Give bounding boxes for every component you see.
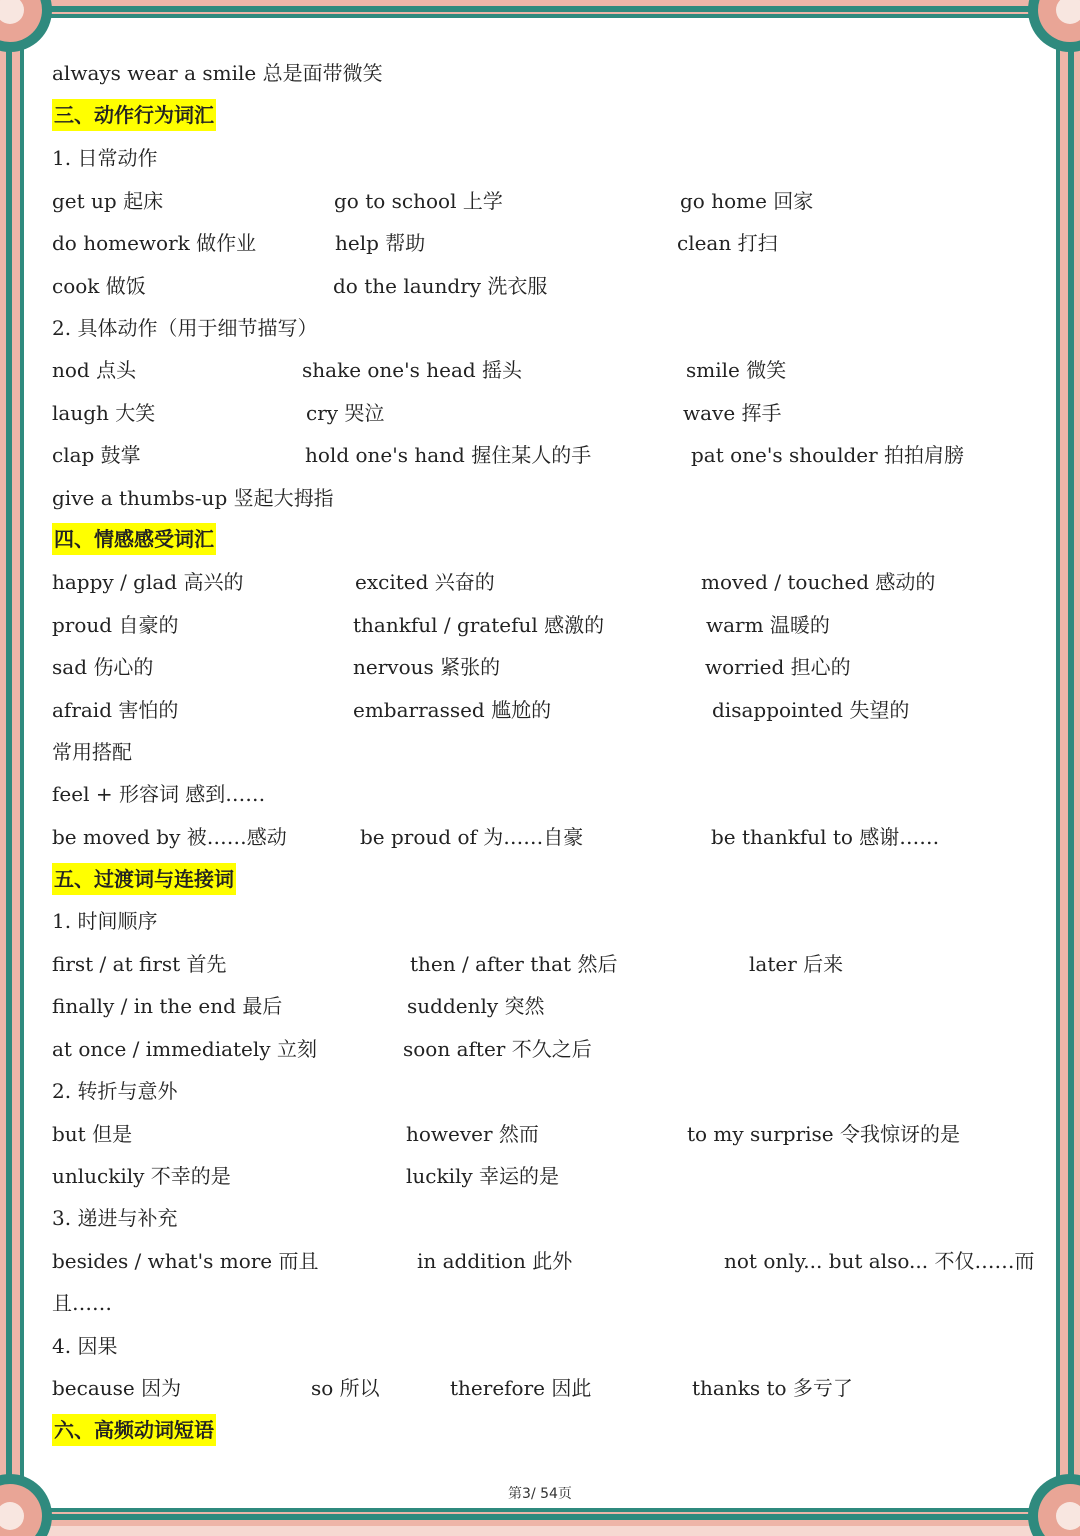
vocab-item: worried 担心的: [705, 655, 851, 679]
vocab-item: nervous 紧张的: [353, 655, 501, 679]
subheading: 3. 递进与补充: [52, 1206, 178, 1230]
vocab-item: so 所以: [311, 1376, 380, 1400]
vocab-item: then / after that 然后: [410, 952, 618, 976]
vocab-item: feel + 形容词 感到……: [52, 782, 266, 806]
vocab-item: excited 兴奋的: [355, 570, 495, 594]
vocab-item: laugh 大笑: [52, 401, 156, 425]
vocab-item: however 然而: [406, 1122, 539, 1146]
vocab-item: but 但是: [52, 1122, 133, 1146]
vocab-item: happy / glad 高兴的: [52, 570, 244, 594]
top-line: always wear a smile 总是面带微笑: [52, 61, 383, 85]
vocab-item: therefore 因此: [450, 1376, 592, 1400]
subheading: 1. 时间顺序: [52, 909, 158, 933]
vocab-item: first / at first 首先: [52, 952, 227, 976]
vocab-item: smile 微笑: [686, 358, 787, 382]
vocab-item: proud 自豪的: [52, 613, 179, 637]
vocab-item: at once / immediately 立刻: [52, 1037, 317, 1061]
vocab-item: unluckily 不幸的是: [52, 1164, 231, 1188]
section-heading-4: 四、情感感受词汇: [52, 523, 216, 555]
vocab-item: in addition 此外: [417, 1249, 573, 1273]
vocab-item: afraid 害怕的: [52, 698, 179, 722]
vocab-item: clap 鼓掌: [52, 443, 141, 467]
vocab-item: moved / touched 感动的: [701, 570, 936, 594]
vocab-item: go home 回家: [680, 189, 814, 213]
vocab-item: luckily 幸运的是: [406, 1164, 560, 1188]
vocab-item: thankful / grateful 感激的: [353, 613, 605, 637]
vocab-item: clean 打扫: [677, 231, 778, 255]
vocab-item: hold one's hand 握住某人的手: [305, 443, 592, 467]
vocab-item: later 后来: [749, 952, 844, 976]
vocab-item: do the laundry 洗衣服: [333, 274, 548, 298]
vocab-item: to my surprise 令我惊讶的是: [687, 1122, 960, 1146]
vocab-item: finally / in the end 最后: [52, 994, 283, 1018]
subheading: 2. 具体动作（用于细节描写）: [52, 316, 318, 340]
vocab-item: warm 温暖的: [706, 613, 830, 637]
vocab-item: sad 伤心的: [52, 655, 154, 679]
vocab-item: be moved by 被……感动: [52, 825, 287, 849]
vocab-item: soon after 不久之后: [403, 1037, 592, 1061]
vocab-item: not only... but also... 不仅……而: [724, 1249, 1035, 1273]
section-heading-5: 五、过渡词与连接词: [52, 863, 236, 895]
vocab-item: wave 挥手: [683, 401, 782, 425]
vocab-item: get up 起床: [52, 189, 164, 213]
vocab-item: because 因为: [52, 1376, 182, 1400]
vocab-item: disappointed 失望的: [712, 698, 910, 722]
vocab-item: give a thumbs-up 竖起大拇指: [52, 486, 334, 510]
vocab-item: cook 做饭: [52, 274, 146, 298]
vocab-item: cry 哭泣: [306, 401, 385, 425]
vocab-item: be thankful to 感谢……: [711, 825, 940, 849]
subheading: 2. 转折与意外: [52, 1079, 178, 1103]
vocab-item: be proud of 为……自豪: [360, 825, 584, 849]
vocab-item: pat one's shoulder 拍拍肩膀: [691, 443, 965, 467]
section-heading-3: 三、动作行为词汇: [52, 99, 216, 131]
corner-ornament-icon: [980, 0, 1080, 100]
corner-ornament-icon: [0, 0, 100, 100]
subheading: 常用搭配: [52, 740, 132, 764]
section-heading-6: 六、高频动词短语: [52, 1414, 216, 1446]
vocab-item: help 帮助: [335, 231, 426, 255]
vocab-item: 且……: [52, 1291, 112, 1315]
vocab-item: suddenly 突然: [407, 994, 545, 1018]
vocab-item: thanks to 多亏了: [692, 1376, 853, 1400]
subheading: 4. 因果: [52, 1334, 118, 1358]
subheading: 1. 日常动作: [52, 146, 158, 170]
corner-ornament-icon: [980, 1426, 1080, 1536]
vocab-item: embarrassed 尴尬的: [353, 698, 552, 722]
vocab-item: nod 点头: [52, 358, 137, 382]
vocab-item: go to school 上学: [334, 189, 503, 213]
vocab-item: besides / what's more 而且: [52, 1249, 319, 1273]
vocab-item: do homework 做作业: [52, 231, 257, 255]
page-number: 第3/ 54页: [508, 1486, 572, 1502]
vocab-item: shake one's head 摇头: [302, 358, 523, 382]
